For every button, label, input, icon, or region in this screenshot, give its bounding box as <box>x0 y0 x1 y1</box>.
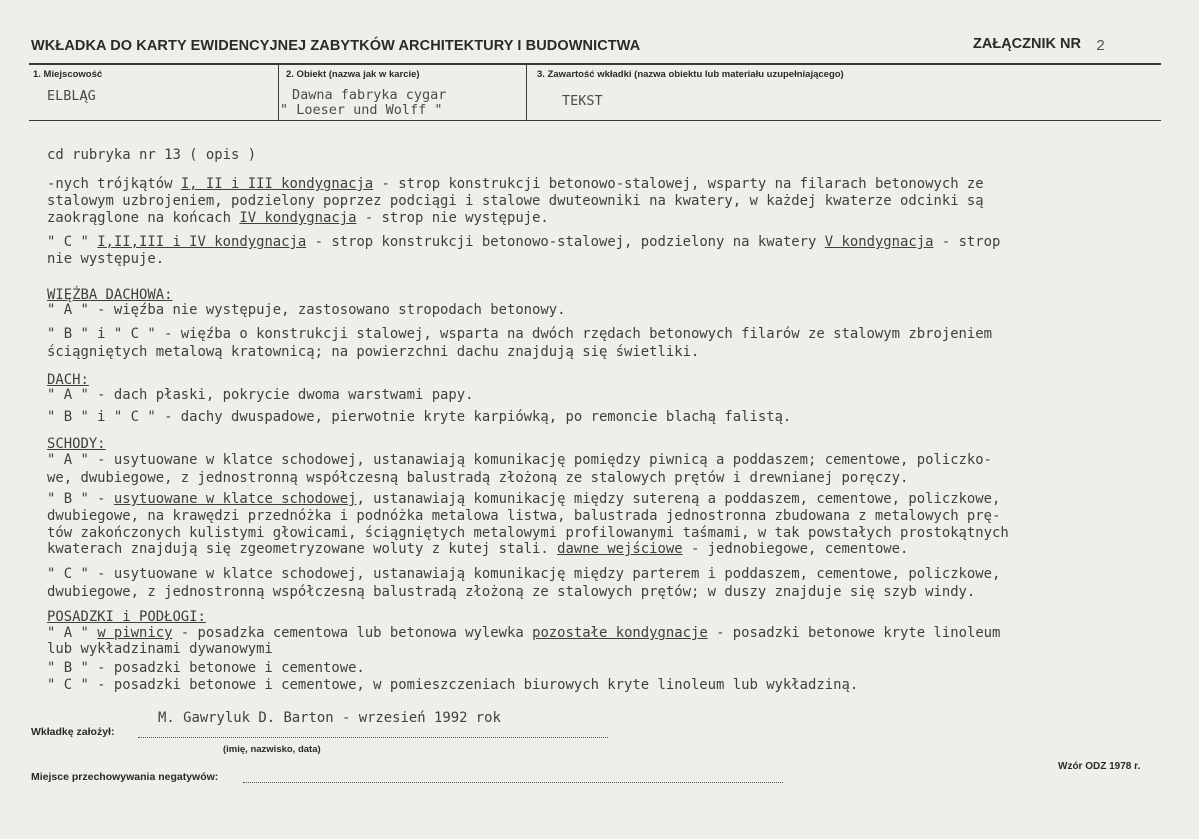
text-line: " B " - usytuowane w klatce schodowej, ustanawiają komunikację między sutereną a poddaszem, cementowe, policzkowe, <box>47 491 1001 507</box>
text-line: lub wykładzinami dywanowymi <box>47 641 273 657</box>
field-contents-value: TEKST <box>562 93 603 109</box>
section-heading-roof-truss: WIĘŹBA DACHOWA: <box>47 287 173 303</box>
section-heading-roof: DACH: <box>47 372 89 388</box>
text-line: stalowym uzbrojeniem, podzielony poprzez podciągi i stalowe dwuteowniki na kwatery, w każdej kwaterze odcinki są <box>47 193 984 209</box>
text-line: " B " i " C " - dachy dwuspadowe, pierwotnie kryte karpiówką, po remoncie blachą falistą. <box>47 409 792 425</box>
text-line: " C " I,II,III i IV kondygnacja - strop konstrukcji betonowo-stalowej, podzielony na kwatery V kondygnacja - strop <box>47 234 1001 250</box>
text-line: cd rubryka nr 13 ( opis ) <box>47 147 257 163</box>
field-object-value-line2: " Loeser und Wolff " <box>280 102 443 118</box>
created-by-line <box>138 737 608 738</box>
text-line: kwaterach znajdują się zgeometryzowane woluty z kutej stali. dawne wejściowe - jednobiegowe, cementowe. <box>47 541 909 557</box>
text-line: nie występuje. <box>47 251 165 267</box>
field-object-label: 2. Obiekt (nazwa jak w karcie) <box>286 69 420 80</box>
header-divider-1 <box>278 64 279 120</box>
section-heading-stairs: SCHODY: <box>47 436 106 452</box>
negatives-location-label: Miejsce przechowywania negatywów: <box>31 771 219 783</box>
text-line: " A " w piwnicy - posadzka cementowa lub betonowa wylewka pozostałe kondygnacje - posadzki betonowe kryte linoleum <box>47 625 1001 641</box>
text-line: we, dwubiegowe, z jednostronną współczesną balustradą złożoną ze stalowych prętów i drewnianej poręczy. <box>47 470 909 486</box>
text-line: " A " - usytuowane w klatce schodowej, ustanawiają komunikację pomiędzy piwnicą a poddaszem; cementowe, policzko- <box>47 452 993 468</box>
field-object-value-line1: Dawna fabryka cygar <box>292 87 447 103</box>
text-line: " A " - więźba nie występuje, zastosowano stropodach betonowy. <box>47 302 566 318</box>
created-by-label: Wkładkę założył: <box>31 726 115 738</box>
form-model-note: Wzór ODZ 1978 r. <box>1058 761 1141 772</box>
text-line: dwubiegowe, na krawędzi przednóżka i podnóżka metalowa listwa, balustrada jednostronna zbudowana z metalowych prę- <box>47 508 1001 524</box>
text-line: " B " i " C " - więźba o konstrukcji stalowej, wsparta na dwóch rzędach betonowych filarów ze stalowym zbrojeniem <box>47 326 993 342</box>
text-line: tów zakończonych kulistymi głowicami, ściągniętych metalowymi profilowanymi taśmami, w tak powstałych prostokątnych <box>47 525 1009 541</box>
text-line: ściągniętych metalową kratownicą; na powierzchni dachu znajdują się świetliki. <box>47 344 700 360</box>
field-locality-value: ELBLĄG <box>47 88 96 104</box>
author-caption: (imię, nazwisko, data) <box>223 744 321 755</box>
negatives-location-line <box>243 782 783 783</box>
text-line: " B " - posadzki betonowe i cementowe. <box>47 660 365 676</box>
author-entry: M. Gawryluk D. Barton - wrzesień 1992 rok <box>158 710 501 726</box>
header-top-rule <box>29 63 1161 65</box>
field-contents-label: 3. Zawartość wkładki (nazwa obiektu lub materiału uzupełniającego) <box>537 69 844 80</box>
text-line: -nych trójkątów I, II i III kondygnacja - strop konstrukcji betonowo-stalowej, wsparty na filarach betonowych ze <box>47 176 984 192</box>
form-title: WKŁADKA DO KARTY EWIDENCYJNEJ ZABYTKÓW ARCHITEKTURY I BUDOWNICTWA <box>31 38 641 54</box>
section-heading-floors: POSADZKI i PODŁOGI: <box>47 609 206 625</box>
text-line: dwubiegowe, z jednostronną współczesną balustradą złożoną ze stalowych prętów; w duszy znajduje się szyb windy. <box>47 584 976 600</box>
attachment-number-label: ZAŁĄCZNIK NR <box>973 36 1081 52</box>
text-line: zaokrąglone na końcach IV kondygnacja - strop nie występuje. <box>47 210 549 226</box>
text-line: " A " - dach płaski, pokrycie dwoma warstwami papy. <box>47 387 474 403</box>
header-divider-2 <box>526 64 527 120</box>
text-line: " C " - posadzki betonowe i cementowe, w pomieszczeniach biurowych kryte linoleum lub wykładziną. <box>47 677 859 693</box>
field-locality-label: 1. Miejscowość <box>33 69 103 80</box>
text-line: " C " - usytuowane w klatce schodowej, ustanawiają komunikację między parterem i poddaszem, cementowe, policzkowe, <box>47 566 1001 582</box>
attachment-number-value: 2 <box>1096 38 1106 55</box>
header-bottom-rule <box>29 120 1161 121</box>
